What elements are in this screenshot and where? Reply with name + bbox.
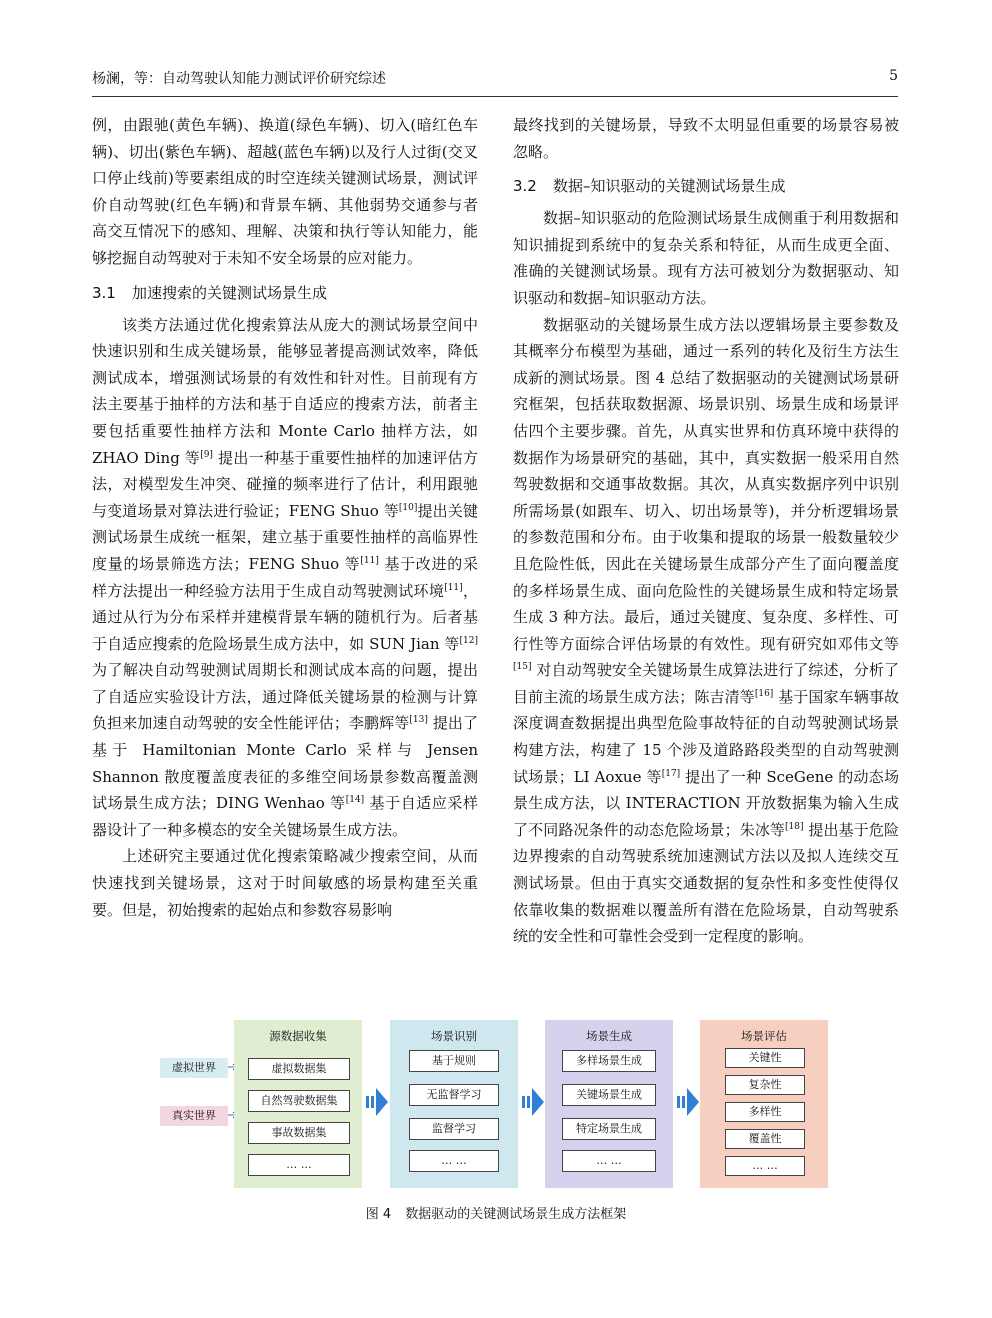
running-title: 杨澜，等：自动驾驶认知能力测试评价研究综述 bbox=[92, 71, 386, 87]
stage-item: … … bbox=[725, 1156, 805, 1176]
citation[interactable]: [16] bbox=[754, 688, 774, 699]
figure-4-diagram bbox=[160, 1018, 832, 1188]
double-arrow-icon bbox=[677, 1088, 699, 1116]
citation[interactable]: [11] bbox=[360, 555, 379, 566]
caption-text: 数据驱动的关键测试场景生成方法框架 bbox=[405, 1207, 627, 1222]
section-number: 3.1 bbox=[92, 283, 116, 302]
stage-item: 事故数据集 bbox=[248, 1122, 350, 1144]
paragraph: 最终找到的关键场景，导致不太明显但重要的场景容易被忽略。 bbox=[513, 116, 899, 161]
caption-label: 图 4 bbox=[365, 1207, 392, 1222]
stage-item: 多样性 bbox=[725, 1102, 805, 1122]
citation[interactable]: [15] bbox=[513, 662, 532, 673]
section-title: 数据–知识驱动的关键测试场景生成 bbox=[553, 177, 786, 196]
section-number: 3.2 bbox=[513, 177, 537, 196]
stage-item: 基于规则 bbox=[409, 1050, 499, 1072]
double-arrow-icon bbox=[366, 1088, 388, 1116]
citation[interactable]: [18] bbox=[785, 821, 804, 832]
paragraph: 数据–知识驱动的危险测试场景生成侧重于利用数据和知识捕捉到系统中的复杂关系和特征，从而生成更全面、准确的关键测试场景。现有方法可被划分为数据驱动、知识驱动和数据–知识驱动方法。 bbox=[513, 209, 899, 307]
side-label-virtual: 虚拟世界 bbox=[160, 1058, 228, 1078]
paragraph: 该类方法通过优化搜索算法从庞大的测试场景空间中快速识别和生成关键场景，能够显著提高测试效率，降低测试成本，增强测试场景的有效性和针对性。目前现有方法主要基于抽样的方法和基于自适应的搜索方法，前者主要包括重要性抽样方法和 Monte Carlo 抽样方法，如 ZHAO Ding 等[9] 提出一种基于重要性抽样的加速评估方法，对模型发生冲突、碰撞的频率进行了估计，利用跟驰与变道场景对算法进行验证；FENG Shuo 等[10]提出关键测试场景生成统一框架，建立基于重要性抽样的高临界性度量的场景筛选方法；FENG Shuo 等[11] 基于改进的采样方法提出一种经验方法用于生成自动驾驶测试环境[11]，通过从行为分布采样并建模背景车辆的随机行为。后者基于自适应搜索的危险场景生成方法中，如 SUN Jian 等[12] 为了解决自动驾驶测试周期长和测试成本高的问题，提出了自适应实验设计方法，通过降低关键场景的检测与计算负担来加速自动驾驶的安全性能评估；李鹏辉等[13] 提出了基于 Hamiltonian Monte Carlo 采样与 Jensen Shannon 散度覆盖度表征的多维空间场景参数高覆盖测试场景生成方法；DING Wenhao 等[14] 基于自适应采样器设计了一种多模态的安全关键场景生成方法。 bbox=[92, 315, 478, 839]
stage-title: 场景生成 bbox=[586, 1029, 632, 1043]
header-rule bbox=[92, 96, 898, 97]
citation[interactable]: [14] bbox=[345, 795, 365, 806]
citation[interactable]: [17] bbox=[661, 768, 681, 779]
stage-item: … … bbox=[409, 1150, 499, 1172]
stage-box-data-collection bbox=[234, 1020, 362, 1188]
citation[interactable]: [9] bbox=[200, 449, 213, 460]
stage-item: 关键场景生成 bbox=[562, 1084, 656, 1106]
stage-item: 关键性 bbox=[725, 1048, 805, 1068]
stage-item: 监督学习 bbox=[409, 1118, 499, 1140]
section-title: 加速搜索的关键测试场景生成 bbox=[132, 283, 328, 302]
stage-item: … … bbox=[562, 1150, 656, 1172]
stage-title: 场景评估 bbox=[741, 1029, 787, 1043]
citation[interactable]: [12] bbox=[459, 635, 478, 646]
stage-item: … … bbox=[248, 1154, 350, 1176]
stage-box-scene-evaluation bbox=[700, 1020, 828, 1188]
citation[interactable]: [13] bbox=[409, 715, 428, 726]
stage-title: 源数据收集 bbox=[269, 1029, 327, 1043]
stage-item: 复杂性 bbox=[725, 1075, 805, 1095]
stage-title: 场景识别 bbox=[431, 1029, 477, 1043]
side-label-real: 真实世界 bbox=[160, 1106, 228, 1126]
stage-item: 特定场景生成 bbox=[562, 1118, 656, 1140]
stage-item: 多样场景生成 bbox=[562, 1050, 656, 1072]
stage-item: 无监督学习 bbox=[409, 1084, 499, 1106]
citation[interactable]: [10] bbox=[398, 502, 418, 513]
running-header bbox=[92, 66, 898, 90]
page-number: 5 bbox=[889, 68, 898, 84]
paragraph: 例，由跟驰(黄色车辆)、换道(绿色车辆)、切入(暗红色车辆)、切出(紫色车辆)、超越(蓝色车辆)以及行人过街(交叉口停止线前)等要素组成的时空连续关键测试场景，测试评价自动驾驶(红色车辆)和背景车辆、其他弱势交通参与者高交互情况下的感知、理解、决策和执行等认知能力，能够挖掘自动驾驶对于未知不安全场景的应对能力。 bbox=[92, 116, 478, 267]
double-arrow-icon bbox=[522, 1088, 544, 1116]
right-column bbox=[513, 112, 899, 950]
stage-box-scene-identification bbox=[390, 1020, 518, 1188]
paragraph: 上述研究主要通过优化搜索策略减少搜索空间，从而快速找到关键场景，这对于时间敏感的场景构建至关重要。但是，初始搜索的起始点和参数容易影响 bbox=[92, 847, 478, 919]
paragraph: 数据驱动的关键场景生成方法以逻辑场景主要参数及其概率分布模型为基础，通过一系列的转化及衍生方法生成新的测试场景。图 4 总结了数据驱动的关键测试场景研究框架，包括获取数据源、场景识别、场景生成和场景评估四个主要步骤。首先，从真实世界和仿真环境中获得的数据作为场景研究的基础，其中，真实数据一般采用自然驾驶数据和交通事故数据。其次，从真实数据序列中识别所需场景(如跟车、切入、切出场景等)，并分析逻辑场景的参数范围和分布。由于收集和提取的场景一般数量较少且危险性低，因此在关键场景生成部分产生了面向覆盖度的多样场景生成、面向危险性的关键场景生成和特定场景生成 3 种方法。最后，通过关键度、复杂度、多样性、可行性等方面综合评估场景的有效性。现有研究如邓伟文等[15] 对自动驾驶安全关键场景生成算法进行了综述，分析了目前主流的场景生成方法；陈吉清等[16] 基于国家车辆事故深度调查数据提出典型危险事故特征的自动驾驶测试场景构建方法，构建了 15 个涉及道路路段类型的自动驾驶测试场景；LI Aoxue 等[17] 提出了一种 SceGene 的动态场景生成方法，以 INTERACTION 开放数据集为输入生成了不同路况条件的动态危险场景；朱冰等[18] 提出基于危险边界搜索的自动驾驶系统加速测试方法以及拟人连续交互测试场景。但由于真实交通数据的复杂性和多变性使得仅依靠收集的数据难以覆盖所有潜在危险场景，自动驾驶系统的安全性和可靠性会受到一定程度的影响。 bbox=[513, 315, 899, 946]
stage-item: 覆盖性 bbox=[725, 1129, 805, 1149]
stage-item: 自然驾驶数据集 bbox=[248, 1090, 350, 1112]
left-column bbox=[92, 112, 478, 923]
citation[interactable]: [11] bbox=[444, 582, 463, 593]
section-heading-3-1 bbox=[92, 280, 478, 306]
figure-caption bbox=[0, 1203, 992, 1222]
stage-item: 虚拟数据集 bbox=[248, 1058, 350, 1080]
stage-box-scene-generation bbox=[545, 1020, 673, 1188]
section-heading-3-2 bbox=[513, 173, 899, 199]
